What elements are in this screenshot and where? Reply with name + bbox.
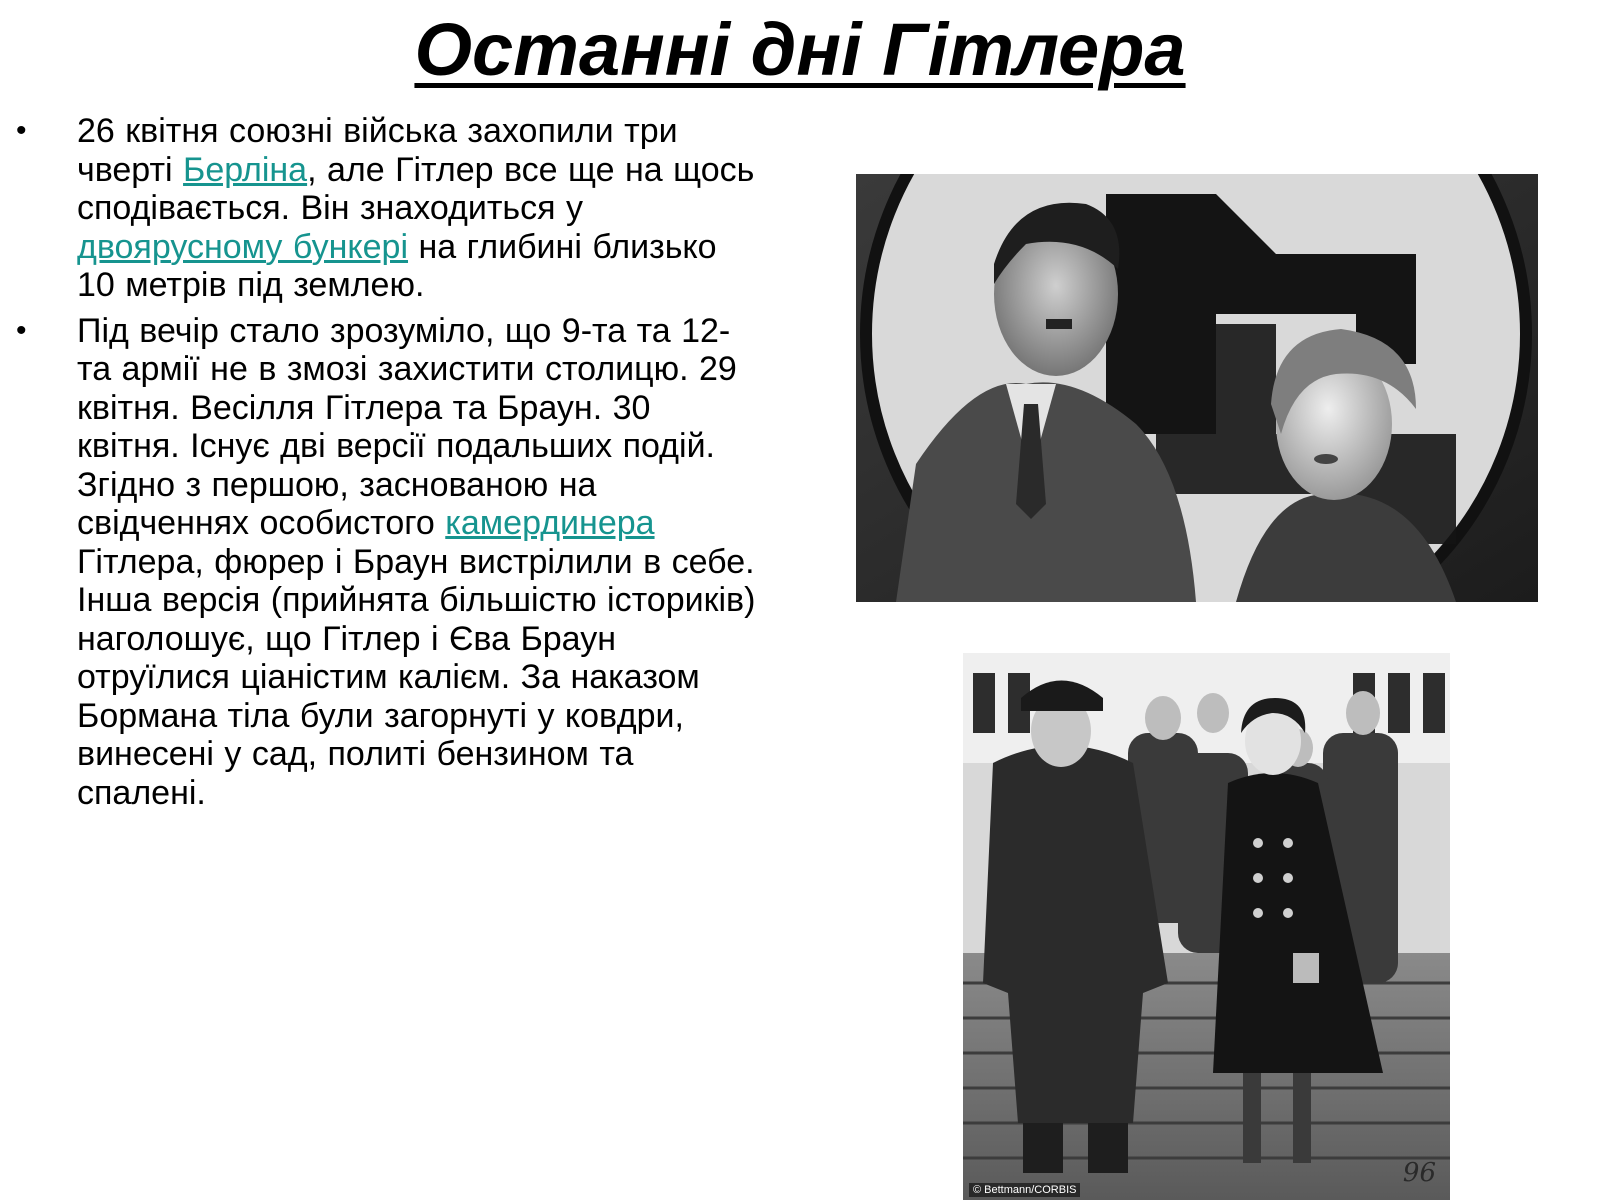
- link-bunker[interactable]: двоярусному бункері: [77, 227, 409, 266]
- bullet-text: , але Гітлер все ще на щось сподівається. Він знаходиться у: [77, 150, 755, 227]
- photo-credit: © Bettmann/CORBIS: [969, 1183, 1080, 1197]
- bullet-item-versions: [0, 312, 760, 813]
- link-valet[interactable]: камердинера: [445, 504, 655, 542]
- bullet-text: на глибині близько 10 метрів під землею.: [77, 227, 717, 304]
- bullet-text: 26 квітня союзні війська захопили три чверті: [77, 112, 678, 189]
- bullet-list: [0, 112, 760, 819]
- photo-group-illustration: [963, 653, 1450, 1200]
- slide-title-text: Останні дні Гітлера: [414, 8, 1186, 91]
- link-berlin[interactable]: Берліна: [183, 150, 308, 189]
- photo-portrait-banner: [856, 174, 1538, 602]
- bullet-dot-icon: •: [16, 114, 27, 147]
- bullet-text: Гітлера, фюрер і Браун вистрілили в себе. Інша версія (прийнята більшістю істориків) наголошує, що Гітлер і Єва Браун отруїлися ціаністим калієм. За наказом Бормана тіла були загорнуті у ковдри, винесені у сад, политі бензином та спалені.: [77, 542, 756, 812]
- bullet-dot-icon: •: [16, 313, 27, 347]
- slide-title: [0, 4, 1600, 96]
- photo-portrait-illustration: [856, 174, 1538, 602]
- photo-group-steps: [963, 653, 1450, 1200]
- bullet-text: Під вечір стало зрозуміло, що 9-та та 12-та армії не в змозі захистити столицю. 29 квітня. Весілля Гітлера та Браун. 30 квітня. Існує дві версії подальших подій. Згідно з першою, заснованою на свідченнях особистого: [77, 311, 737, 542]
- bullet-item-berlin: [0, 112, 760, 305]
- photo-signature: 96: [1402, 1158, 1436, 1188]
